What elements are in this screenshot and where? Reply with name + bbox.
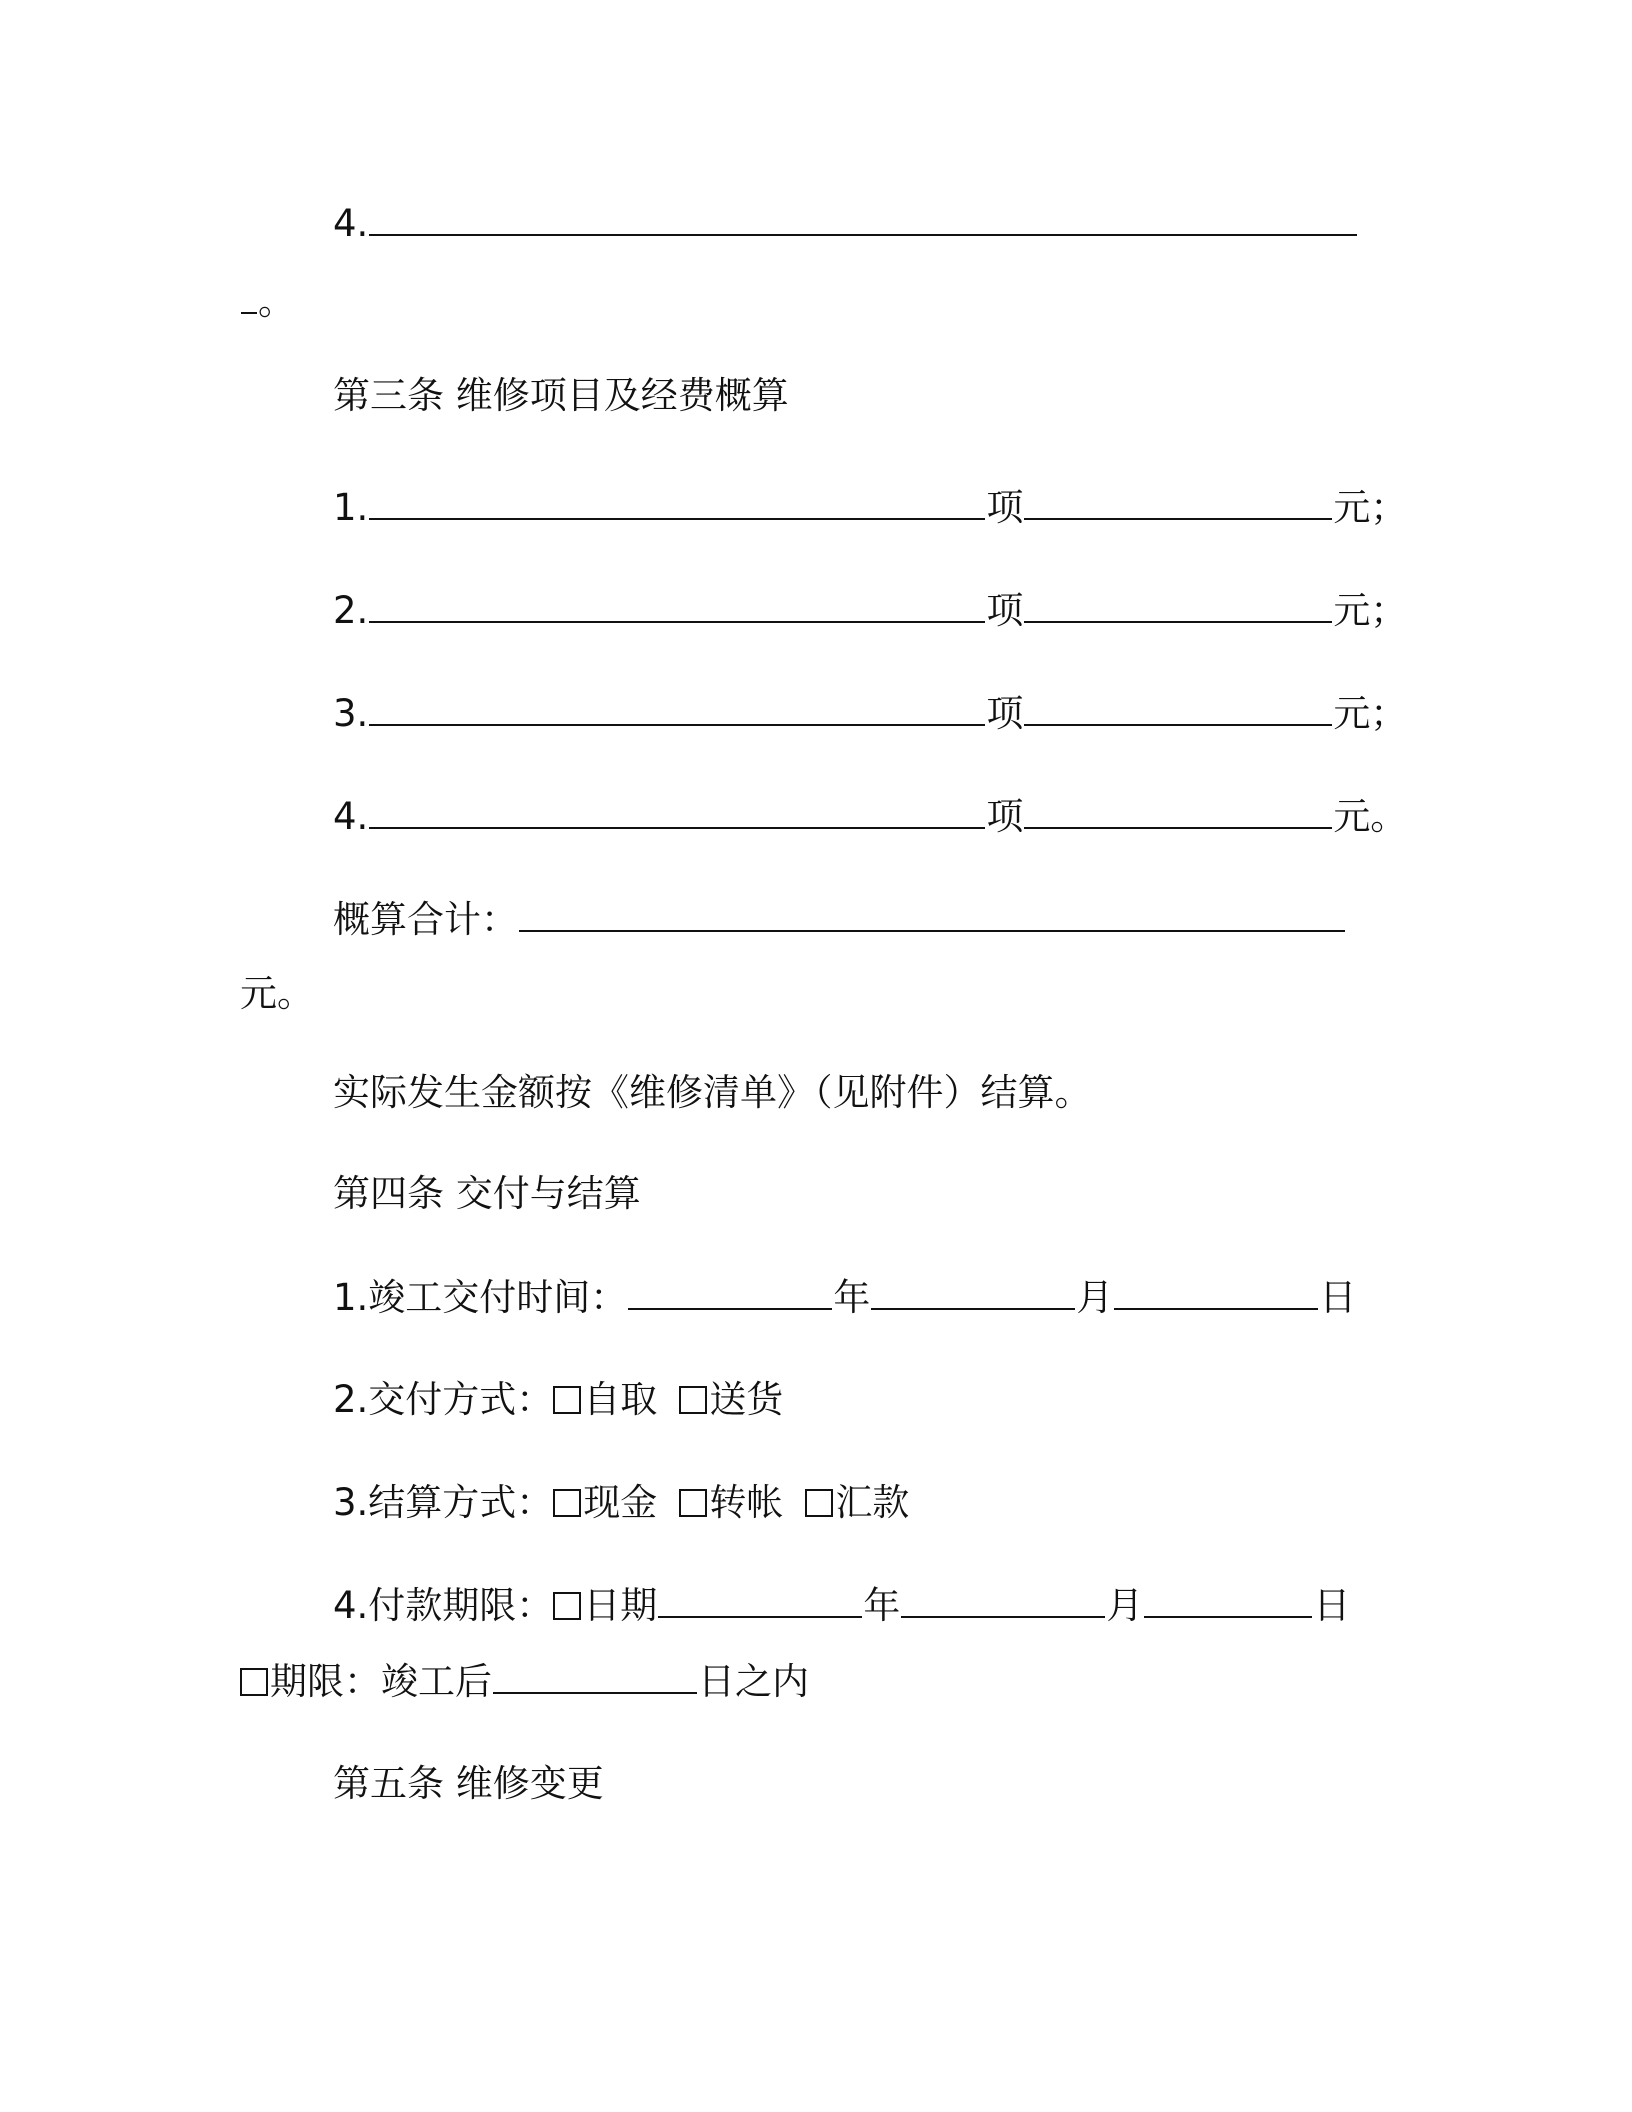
payment-period-end: 日之内: [698, 1660, 809, 1703]
budget-total-line: [333, 898, 1346, 942]
budget-item-3: [333, 692, 1407, 736]
budget-item-2-yuan: 元；: [1333, 589, 1408, 632]
item-4-continuation: [240, 280, 295, 324]
budget-total-blank[interactable]: [519, 900, 1345, 932]
budget-item-4-amount-blank[interactable]: [1024, 797, 1332, 829]
delivery-shipping-label: 送货: [709, 1378, 784, 1421]
budget-item-3-yuan: 元；: [1333, 692, 1408, 735]
delivery-self-pickup-checkbox[interactable]: [553, 1386, 581, 1414]
completion-day-unit: 日: [1319, 1276, 1357, 1319]
item-4-blank[interactable]: [369, 204, 1357, 236]
payment-period-checkbox[interactable]: [240, 1668, 268, 1696]
settlement-remittance-checkbox[interactable]: [805, 1489, 833, 1517]
budget-item-1-name-blank[interactable]: [369, 488, 985, 520]
budget-total-label: 概算合计：: [333, 898, 518, 941]
budget-item-4-number: 4.: [333, 795, 369, 838]
settlement-method-line: [333, 1481, 909, 1525]
payment-year-blank[interactable]: [658, 1586, 862, 1618]
payment-year-unit: 年: [863, 1584, 901, 1627]
budget-item-3-number: 3.: [333, 692, 369, 735]
payment-date-label: 日期: [583, 1584, 658, 1627]
budget-item-1: [333, 486, 1407, 530]
item-4-line: [333, 202, 1358, 246]
delivery-shipping-checkbox[interactable]: [679, 1386, 707, 1414]
item-4-end: 。: [258, 280, 295, 323]
completion-date-line: [333, 1276, 1356, 1320]
payment-term-line: [333, 1584, 1350, 1628]
payment-date-checkbox[interactable]: [553, 1592, 581, 1620]
settlement-method-label: 3.结算方式：: [333, 1481, 554, 1524]
budget-item-3-name-blank[interactable]: [369, 694, 985, 726]
budget-item-2-number: 2.: [333, 589, 369, 632]
settlement-cash-label: 现金: [583, 1481, 658, 1524]
budget-item-4: [333, 795, 1407, 839]
budget-total-unit: 元。: [240, 972, 314, 1015]
budget-item-2-name-blank[interactable]: [369, 591, 985, 623]
payment-period-days-blank[interactable]: [493, 1662, 697, 1694]
item-4-number: 4.: [333, 202, 369, 245]
article-4-title: 第四条 交付与结算: [333, 1172, 641, 1215]
item-4-blank-tail[interactable]: [241, 282, 257, 314]
budget-item-1-xiang: 项: [986, 486, 1024, 529]
payment-period-label: 期限：竣工后: [270, 1660, 492, 1703]
budget-item-1-number: 1.: [333, 486, 369, 529]
budget-item-3-amount-blank[interactable]: [1024, 694, 1332, 726]
completion-month-unit: 月: [1076, 1276, 1114, 1319]
payment-day-blank[interactable]: [1144, 1586, 1312, 1618]
article-3-title: 第三条 维修项目及经费概算: [333, 374, 789, 417]
budget-item-1-amount-blank[interactable]: [1024, 488, 1332, 520]
completion-date-label: 1.竣工交付时间：: [333, 1276, 628, 1319]
article-5-title: 第五条 维修变更: [333, 1762, 604, 1805]
budget-item-2-amount-blank[interactable]: [1024, 591, 1332, 623]
delivery-method-label: 2.交付方式：: [333, 1378, 554, 1421]
payment-month-unit: 月: [1106, 1584, 1144, 1627]
settlement-note: 实际发生金额按《维修清单》（见附件）结算。: [333, 1071, 1092, 1114]
completion-month-blank[interactable]: [871, 1278, 1075, 1310]
payment-day-unit: 日: [1313, 1584, 1351, 1627]
completion-day-blank[interactable]: [1114, 1278, 1318, 1310]
payment-month-blank[interactable]: [901, 1586, 1105, 1618]
delivery-self-pickup-label: 自取: [583, 1378, 658, 1421]
budget-item-1-yuan: 元；: [1333, 486, 1408, 529]
budget-item-4-yuan: 元。: [1333, 795, 1408, 838]
payment-period-line: [240, 1660, 809, 1704]
completion-year-unit: 年: [833, 1276, 871, 1319]
settlement-cash-checkbox[interactable]: [553, 1489, 581, 1517]
settlement-transfer-label: 转帐: [709, 1481, 784, 1524]
settlement-remittance-label: 汇款: [835, 1481, 910, 1524]
budget-item-4-xiang: 项: [986, 795, 1024, 838]
delivery-method-line: [333, 1378, 783, 1422]
payment-term-label: 4.付款期限：: [333, 1584, 554, 1627]
completion-year-blank[interactable]: [628, 1278, 832, 1310]
budget-item-2: [333, 589, 1407, 633]
budget-item-2-xiang: 项: [986, 589, 1024, 632]
settlement-transfer-checkbox[interactable]: [679, 1489, 707, 1517]
budget-item-3-xiang: 项: [986, 692, 1024, 735]
budget-item-4-name-blank[interactable]: [369, 797, 985, 829]
